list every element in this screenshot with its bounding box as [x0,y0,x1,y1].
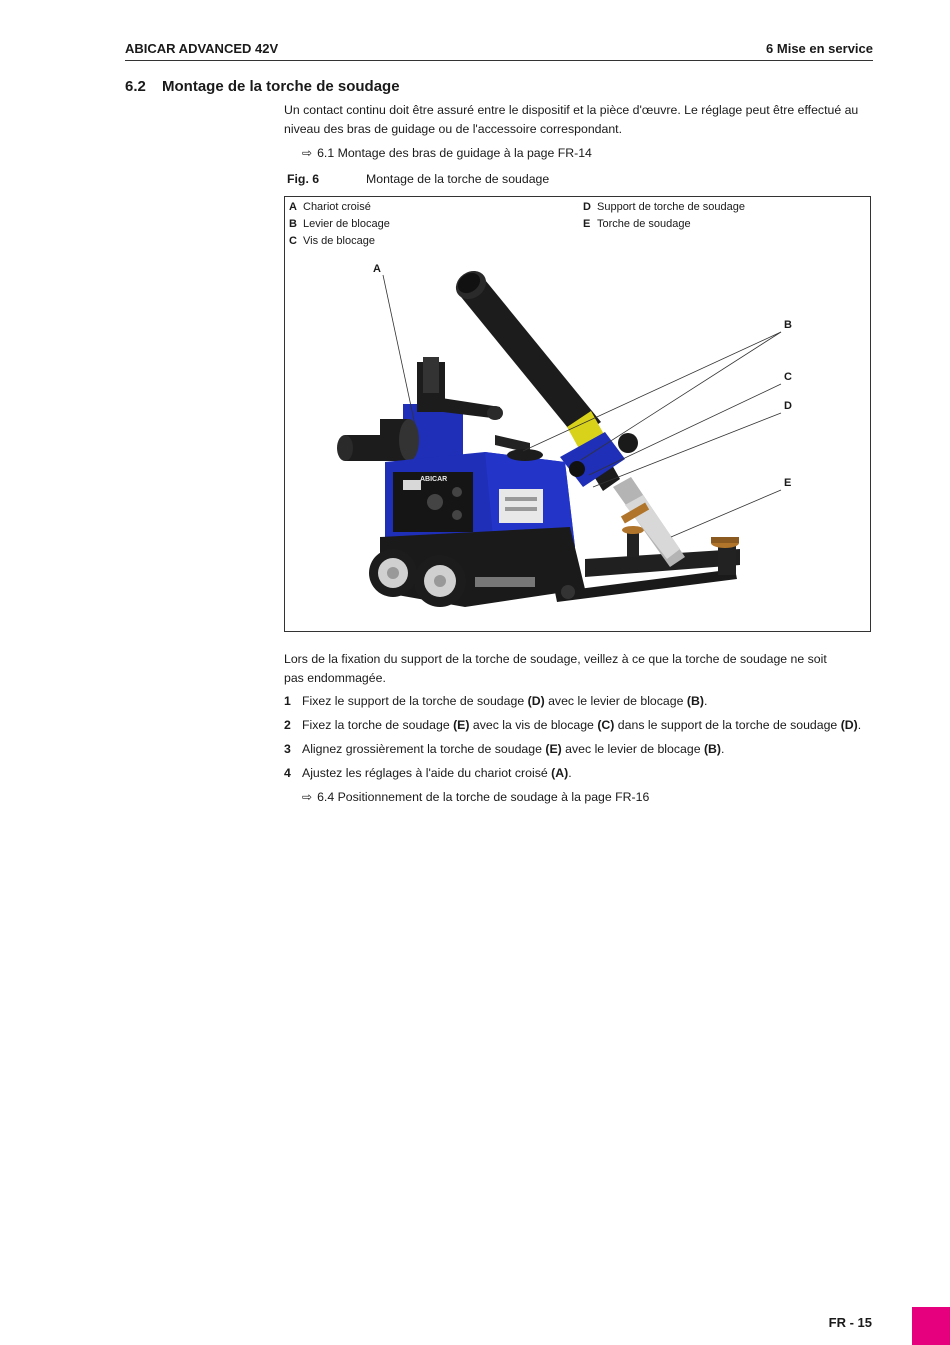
device-brand-text: ABICAR [420,476,448,483]
page-tab-marker [912,1307,950,1345]
arrow-right-icon: ⇨ [302,146,313,160]
intro-paragraph [284,101,876,139]
step-number: 4 [284,766,291,780]
figure-caption [287,172,549,186]
step-ref: (B) [686,694,704,708]
step-text: Fixez la torche de soudage [302,718,454,732]
callout-c: C [784,371,792,383]
leader-a [383,275,415,425]
carriage-base [369,527,585,607]
callout-a: A [373,263,381,275]
legend-key: C [289,235,297,247]
step-2 [284,718,861,732]
step-number: 1 [284,694,291,708]
step-number: 2 [284,718,291,732]
xref-torch-positioning[interactable] [302,790,649,804]
note-line-1: Lors de la fixation du support de la torche de soudage, veillez à ce que la torche de soudage ne soit [284,652,827,666]
xref-guide-arms-text: 6.1 Montage des bras de guidage à la page FR-14 [317,146,592,160]
legend-text: Vis de blocage [303,235,375,247]
xref-guide-arms[interactable] [302,146,592,160]
step-ref: (B) [703,742,722,756]
callout-b: B [784,319,792,331]
note-line-2: pas endommagée. [284,671,386,685]
figure-caption-text: Montage de la torche de soudage [366,172,550,186]
step-1 [284,694,707,708]
chapter-title: 6 Mise en service [766,41,873,56]
leader-c [589,384,781,475]
step-ref: (E) [453,718,470,732]
page-number: FR - 15 [828,1315,872,1330]
leader-e [671,490,781,537]
step-text: . [857,718,862,732]
legend-text: Levier de blocage [303,218,390,230]
step-ref: (C) [597,718,615,732]
step-4 [284,766,572,780]
legend-key: B [289,218,297,230]
note-paragraph [284,650,876,688]
intro-line-1: Un contact continu doit être assuré entre le dispositif et la pièce d'œuvre. Le réglage peut être effectué au [284,103,859,117]
section-heading [125,78,400,95]
header-divider [125,60,873,61]
step-text: Fixez le support de la torche de soudage [302,694,528,708]
leader-b2 [581,332,781,460]
figure-box [284,196,871,632]
section-number: 6.2 [125,78,146,95]
step-text: avec le levier de blocage [544,694,687,708]
step-text: . [703,694,708,708]
intro-line-2: niveau des bras de guidage ou de l'accessoire correspondant. [284,122,623,136]
step-text: avec le levier de blocage [561,742,704,756]
step-ref: (E) [545,742,562,756]
legend-key: E [583,218,591,230]
step-ref: (A) [551,766,569,780]
doc-title: ABICAR ADVANCED 42V [125,41,279,56]
step-text: avec la vis de blocage [469,718,598,732]
figure-label: Fig. 6 [287,172,320,186]
section-title: Montage de la torche de soudage [162,78,400,95]
step-number: 3 [284,742,291,756]
step-text: . [568,766,572,780]
step-ref: (D) [527,694,545,708]
step-text: Ajustez les réglages à l'aide du chariot croisé [302,766,552,780]
legend-key: D [583,201,591,213]
callout-e: E [784,477,792,489]
arrow-right-icon: ⇨ [302,790,313,804]
cross-slide [337,357,503,461]
xref-torch-positioning-text: 6.4 Positionnement de la torche de soudage à la page FR-16 [317,790,650,804]
step-3 [284,742,724,756]
guide-arm [555,526,740,602]
callout-d: D [784,400,792,412]
legend-key: A [289,201,297,213]
legend-text: Torche de soudage [597,218,691,230]
legend-text: Support de torche de soudage [597,201,746,213]
legend-text: Chariot croisé [303,201,371,213]
step-text: dans le support de la torche de soudage [614,718,841,732]
step-text: Alignez grossièrement la torche de soudage [302,742,546,756]
step-ref: (D) [840,718,858,732]
step-text: . [721,742,725,756]
